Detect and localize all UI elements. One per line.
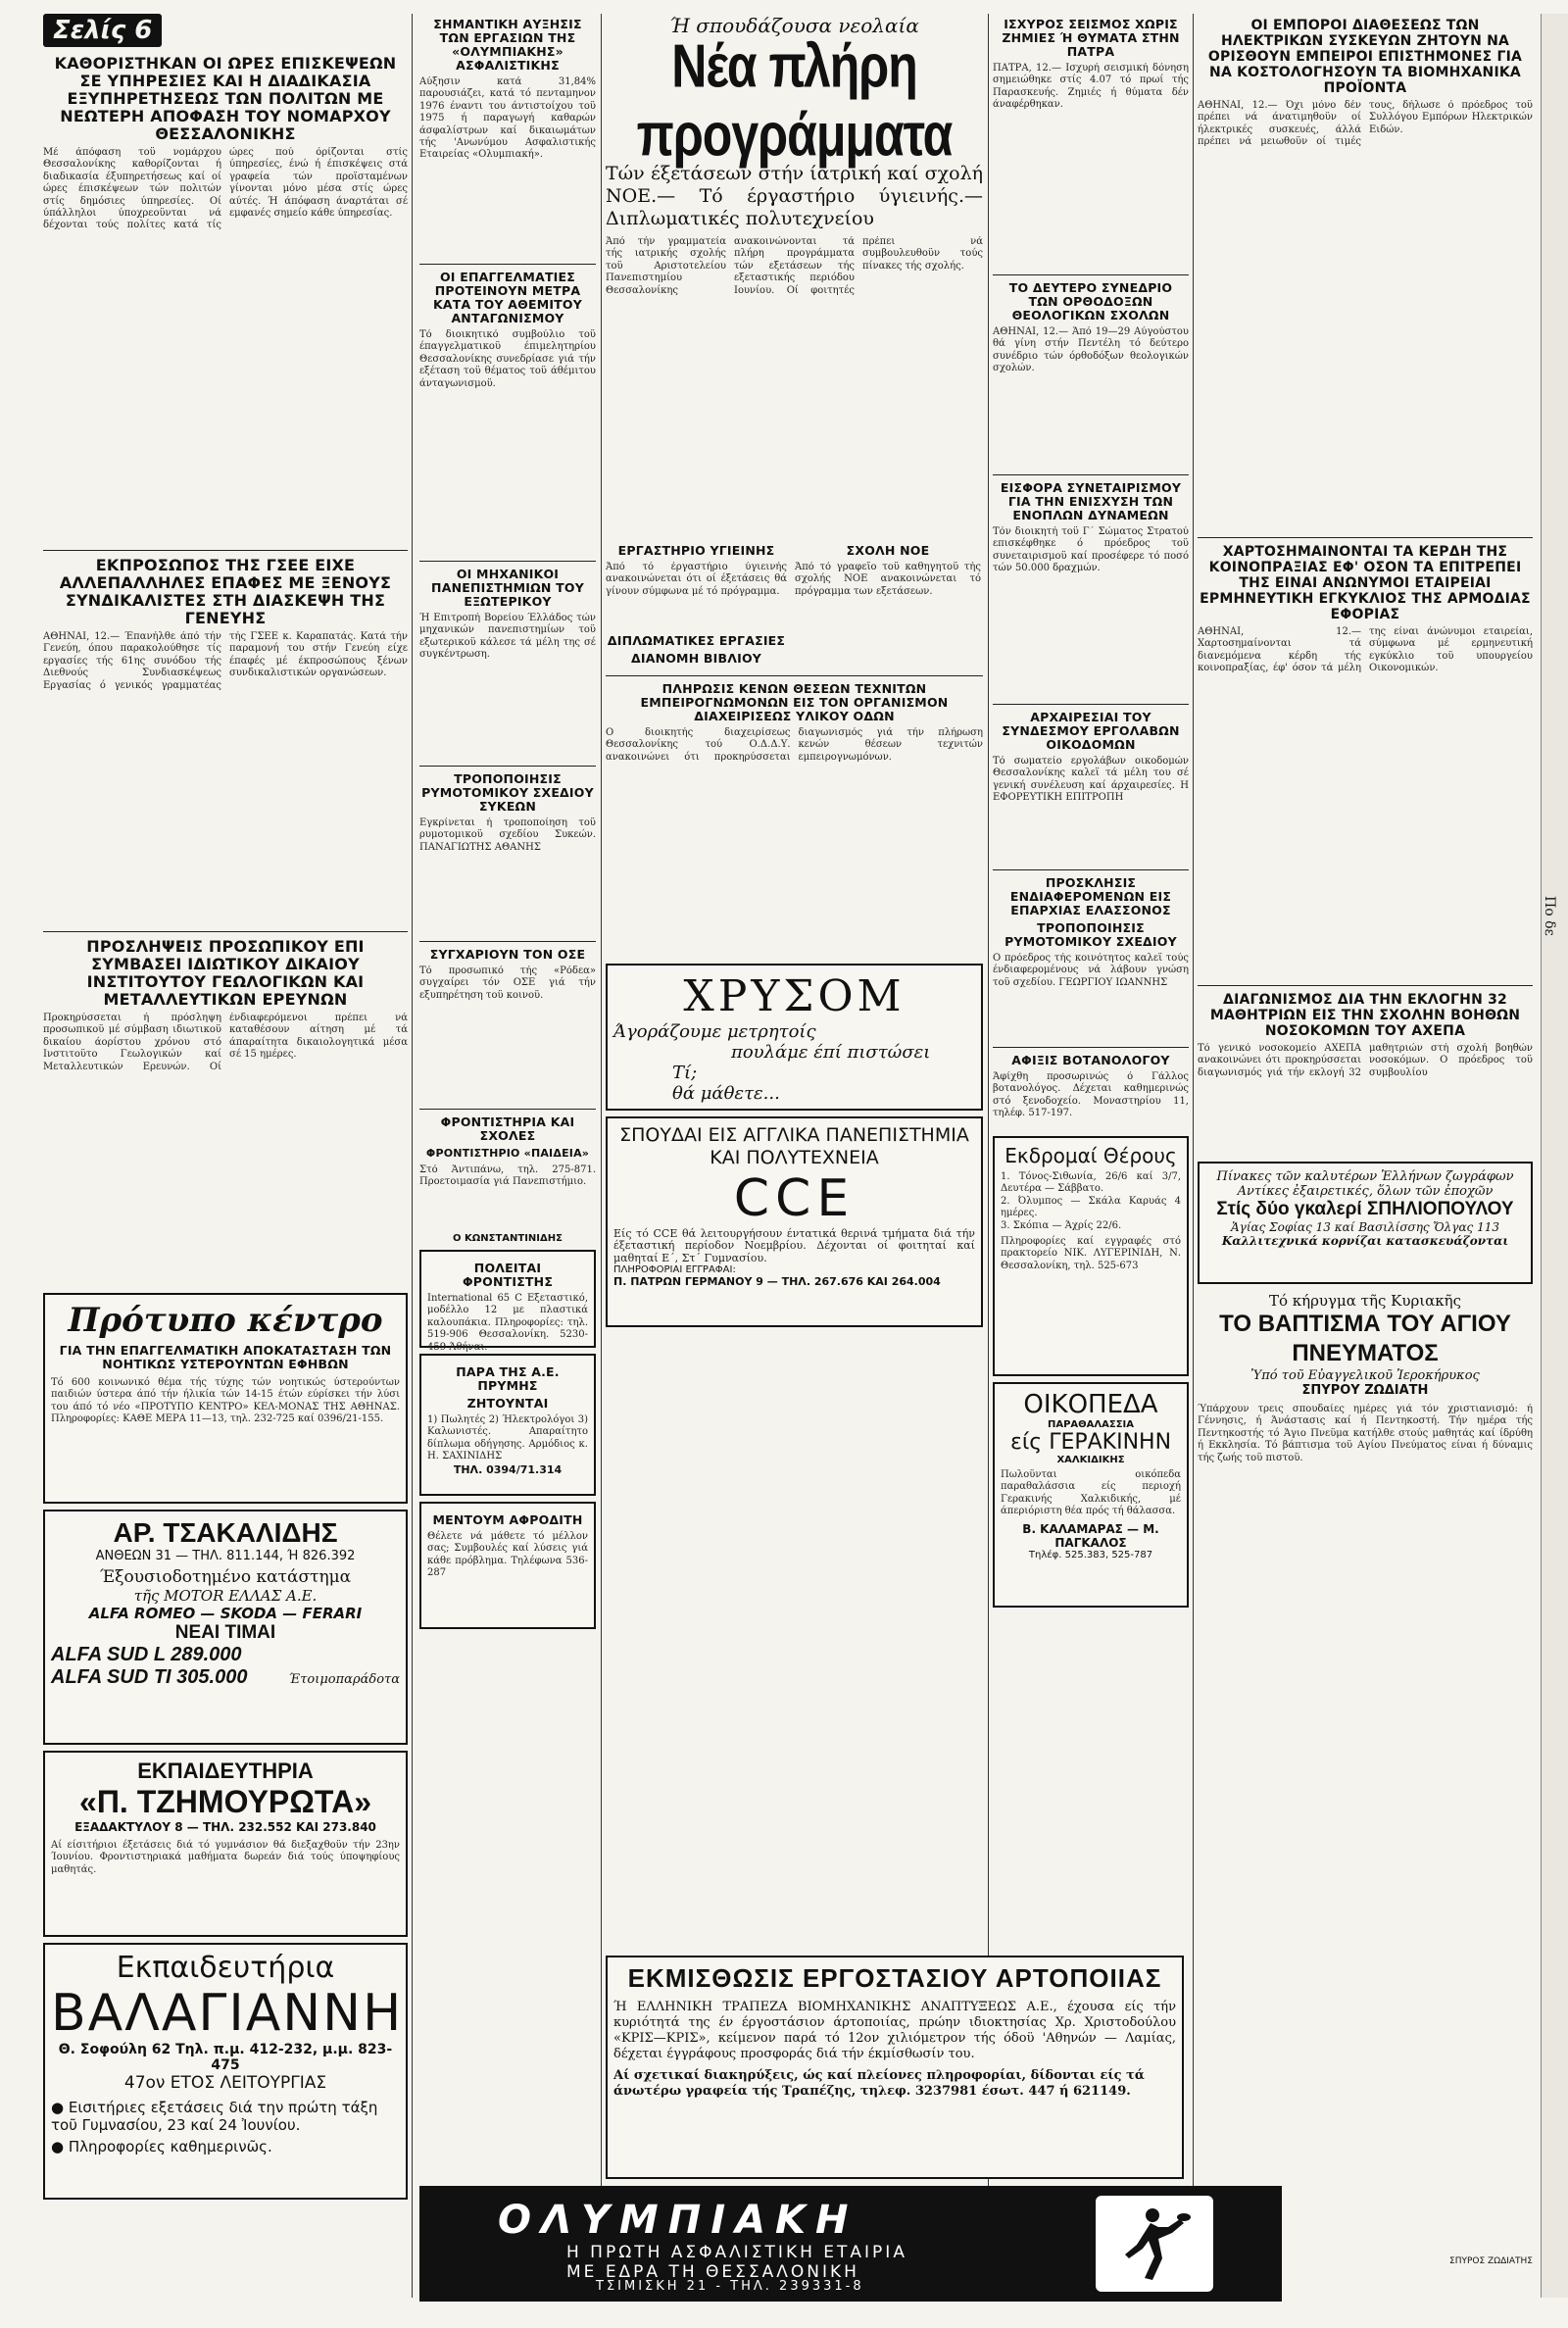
ad-name: ΒΑΛΑΓΙΑΝΝΗ: [51, 1984, 404, 2043]
article-headline: ΕΙΣΦΟΡΑ ΣΥΝΕΤΑΙΡΙΣΜΟΥ ΓΙΑ ΤΗΝ ΕΝΙΣΧΥΣΗ ΤΩΝ ΕΝΟΠΛΩΝ ΔΥΝΑΜΕΩΝ: [1000, 480, 1182, 522]
article-body: Άπό τήν γραμματεία τής ιατρικής σχολής τοϋ Αριστοτελείου Πανεπιστημίου Θεσσαλονίκης ανακοινώνονται τά πλήρη προγράμματα τών εξετάσεων τής εξεταστικής περιόδου Ιουνίου. Οί φοιτητές πρέπει νά συμβουλευθοϋν τούς πίνακες τής σχολής.: [606, 236, 983, 296]
ad-line: Άγοράζουμε μετρητοίς: [613, 1021, 816, 1042]
ad-line: Έξουσιοδοτημένο κατάστημα: [99, 1567, 352, 1587]
ad-name: Στίς δύο γκαλερί ΣΠΗΛΙΟΠΟΥΛΟΥ: [1216, 1199, 1514, 1219]
ad-headline: Εκδρομαί Θέρους: [1004, 1144, 1177, 1167]
article-body: Άφίχθη προσωρινώς ό Γάλλος βοτανολόγος. Δέχεται καθημερινώς στό ξενοδοχείο. Μοναστηρίου 11, τηλέφ. 517-197.: [993, 1071, 1189, 1119]
ad-brands: ALFA ROMEO — SKODA — FERARI: [88, 1605, 363, 1622]
main-headline: Νέα πλήρη προγράμματα: [636, 31, 953, 169]
article-headline: ΟΙ ΕΜΠΟΡΟΙ ΔΙΑΘΕΣΕΩΣ ΤΩΝ ΗΛΕΚΤΡΙΚΩΝ ΣΥΣΚΕΥΩΝ ΖΗΤΟΥΝ ΝΑ ΟΡΙΣΘΟΥΝ ΕΜΠΕΙΡΟΙ ΕΠΙΣΤΗΜΟΝΕΣ ΓΙΑ ΝΑ ΚΟΣΤΟΛΟΓΗΣΟΥΝ ΤΑ ΒΙΟΜΗΧΑΝΙΚΑ ΠΡΟΪΟΝΤΑ: [1207, 18, 1523, 96]
ad-name: ΧΡΥΣΟΜ: [683, 971, 906, 1021]
column-3: [606, 14, 983, 1333]
article-headline: ΣΧΟΛΗ ΝΟΕ: [846, 543, 930, 558]
ad-tsakalidis: [43, 1510, 408, 1745]
ad-bullet-text: Πληροφορίες καθημερινῶς.: [68, 2138, 272, 2155]
article-headline: ΣΥΓΧΑΡΙΟΥΝ ΤΟΝ ΟΣΕ: [429, 947, 586, 962]
ad-tagline-line: ΜΕ ΕΔΡΑ ΤΗ ΘΕΣΣΑΛΟΝΙΚΗ: [566, 2262, 859, 2282]
ad-kicker: Εκπαιδευτήρια: [116, 1951, 335, 1985]
ad-olympiaki-banner: [419, 2186, 1282, 2302]
article-body: ΠΑΤΡΑ, 12.— Ισχυρή σεισμική δόνηση σημειώθηκε στίς 4.07 τό πρωί τής Παρασκευής. Ζημιές ή θύματα δέν άναφέρθηκαν.: [993, 63, 1189, 111]
ad-note: Αί σχετικαί διακηρύξεις, ώς καί πλείονες πληροφορίαι, δίδονται είς τά άνωτέρω γραφεία τής Τραπέζης, τηλεφ. 3237981 έσωτ. 447 ή 621149.: [613, 2068, 1145, 2099]
ad-headline: ΠΑΡΑ ΤΗΣ Α.Ε. ΠΡΥΜΗΣ: [456, 1364, 560, 1393]
article-headline: ΔΙΑΝΟΜΗ ΒΙΒΛΙΟΥ: [630, 651, 762, 666]
article-headline: ΑΡΧΑΙΡΕΣΙΑΙ ΤΟΥ ΣΥΝΔΕΣΜΟΥ ΕΡΓΟΛΑΒΩΝ ΟΙΚΟΔΟΜΩΝ: [1002, 710, 1180, 752]
article-body: Άπό τό γραφεϊο τοϋ καθηγητοϋ τής σχολής ΝΟΕ ανακοινώνεται τό πρόγραμμα των εξετάσεων.: [795, 562, 981, 597]
ad-headline: ΕΚΜΙΣΘΩΣΙΣ ΕΡΓΟΣΤΑΣΙΟΥ ΑΡΤΟΠΟΙΙΑΣ: [627, 1963, 1162, 1993]
article-headline: ΠΛΗΡΩΣΙΣ ΚΕΝΩΝ ΘΕΣΕΩΝ ΤΕΧΝΙΤΩΝ ΕΜΠΕΙΡΟΓΝΩΜΟΝΩΝ ΕΙΣ ΤΟΝ ΟΡΓΑΝΙΣΜΟΝ ΔΙΑΧΕΙΡΙΣΕΩΣ ΥΛΙΚΟΥ ΟΔΩΝ: [640, 681, 949, 723]
ad-headline: ΟΙΚΟΠΕΔΑ: [1023, 1390, 1158, 1419]
article-body: Μέ άπόφαση τοϋ νομάρχου Θεσσαλονίκης καθορίζονται ή διαδικασία έξυπηρετήσεως καί οί ώρες έπισκέψεων τών πολιτών στίς δημόσιες ύπηρεσίες. Οί ύπάλληλοι ύποχρεοϋνται νά δέχονται τούς πολίτες κατά τίς ώρες πού όρίζονται στίς ύπηρεσίες, ένώ ή έπισκέψεις στά γραφεία τών προϊσταμένων γίνονται μόνο μέσα στίς ώρες αύτές. Ή άπόφαση άναρτάται σέ εμφανές σημείο κάθε ύπηρεσίας.: [43, 147, 408, 231]
ad-address: Π. ΠΑΤΡΩΝ ΓΕΡΜΑΝΟΥ 9 — ΤΗΛ. 267.676 ΚΑΙ 264.004: [613, 1275, 941, 1289]
ad-body: Τό 600 κοινωνικό θέμα τής τύχης τών νοητικώς ύστερούντων παιδιών ύστερα άπό τήν ήλικία τών 14-15 έτών εύρίσκει τήν λύσι του άπό τό νέο «ΠΡΟΤΥΠΟ ΚΕΝΤΡΟ» ΚΕΛ-ΜΟΝΑΣ ΤΗΣ ΑΘΗΝΑΣ. Πληροφορίες: ΚΑΘΕ ΜΕΡΑ 11—13, τηλ. 232-725 καί 0396/21-155.: [51, 1377, 400, 1425]
discus-thrower-icon: [1115, 2205, 1194, 2282]
ad-name: ΑΡ. ΤΣΑΚΑΛΙΔΗΣ: [113, 1517, 338, 1548]
column-1: [43, 14, 408, 2205]
adjacent-page-edge: [1541, 14, 1568, 2298]
ad-prymis: [419, 1354, 596, 1496]
ad-address: Θ. Σοφούλη 62 Τηλ. π.μ. 412-232, μ.μ. 823-475: [58, 2042, 393, 2073]
ad-logo: CCE: [733, 1169, 856, 1228]
ad-chrysom: [606, 964, 983, 1111]
ad-phone: ΤΗΛ. 0394/71.314: [453, 1462, 563, 1476]
ad-line: θά μάθετε...: [672, 1083, 780, 1104]
column-rule: [412, 14, 413, 2298]
kicker: Ή σπουδάζουσα νεολαία: [669, 14, 919, 37]
ad-body: Θέλετε νά μάθετε τό μέλλον σας; Συμβουλές καί λύσεις γιά κάθε πρόβλημα. Τηλέφωνα 536-287: [427, 1531, 588, 1579]
ad-phone: Τηλέφ. 525.383, 525-787: [1028, 1549, 1153, 1560]
ad-title: Πρότυπο κέντρο: [68, 1301, 383, 1340]
ad-bakery-lease: [606, 1956, 1184, 2179]
ad-tagline-line: Η ΠΡΩΤΗ ΑΣΦΑΛΙΣΤΙΚΗ ΕΤΑΙΡΙΑ: [566, 2243, 907, 2262]
ad-region: ΧΑΛΚΙΔΙΚΗΣ: [1056, 1455, 1125, 1465]
article-body: ΑΘΗΝΑΙ, 12.— Όχι μόνο δέν πρέπει νά άνατιμηθοϋν οί ήλεκτρικές συσκευές, άλλά πρέπει νά μειωθοϋν οί τιμές τους, δήλωσε ό πρόεδρος τοϋ Συλλόγου Εμπόρων Ηλεκτρικών Ειδών.: [1198, 100, 1533, 148]
column-5: [1198, 14, 1533, 2266]
ad-headline: ΣΠΟΥΔΑΙ ΕΙΣ ΑΓΓΛΙΚΑ ΠΑΝΕΠΙΣΤΗΜΙΑ ΚΑΙ ΠΟΛΥΤΕΧΝΕΙΑ: [619, 1124, 969, 1168]
ad-line: πουλάμε έπί πιστώσει: [731, 1042, 931, 1063]
ad-note: Πληροφορίες καί εγγραφές στό πρακτορείο ΝΙΚ. ΛΥΓΕΡΙΝΙΔΗ, Ν. Θεσσαλονίκη, τηλ. 525-673: [1001, 1236, 1181, 1271]
ad-note: Καλλιτεχνικά κορνίζαι κατασκευάζονται: [1221, 1234, 1509, 1248]
ad-subtitle: ΓΙΑ ΤΗΝ ΕΠΑΓΓΕΛΜΑΤΙΚΗ ΑΠΟΚΑΤΑΣΤΑΣΗ ΤΩΝ ΝΟΗΤΙΚΩΣ ΥΣΤΕΡΟΥΝΤΩΝ ΕΦΗΒΩΝ: [59, 1343, 392, 1371]
column-4: [993, 14, 1189, 1613]
article-headline: ΤΡΟΠΟΠΟΙΗΣΙΣ ΡΥΜΟΤΟΜΙΚΟΥ ΣΧΕΔΙΟΥ: [1004, 920, 1177, 949]
section-logo: Σελίς 6: [43, 14, 162, 47]
ad-mentoum: [419, 1502, 596, 1629]
ad-names: Β. ΚΑΛΑΜΑΡΑΣ — Μ. ΠΑΓΚΑΛΟΣ: [1022, 1521, 1159, 1550]
ad-body: Είς τό CCE θά λειτουργήσουν έντατικά θερινά τμήματα διά τήν έξεταστική περίοδον Νοεμβρίου. Δέχονται οί φοιτηταί καί μαθηταί Ε΄, Στ΄ Γυμνασίου.: [613, 1227, 975, 1264]
ad-bullet: ● Εισιτήριες εξετάσεις διά την πρώτη τάξη τοῦ Γυμνασίου, 23 καί 24 Ἰουνίου.: [51, 2099, 378, 2134]
ad-line: Πίνακες τῶν καλυτέρων Ἑλλήνων ζωγράφων: [1216, 1169, 1514, 1184]
article-headline: ΣΗΜΑΝΤΙΚΗ ΑΥΞΗΣΙΣ ΤΩΝ ΕΡΓΑΣΙΩΝ ΤΗΣ «ΟΛΥΜΠΙΑΚΗΣ» ΑΣΦΑΛΙΣΤΙΚΗΣ: [433, 17, 582, 73]
article-headline: ΟΙ ΜΗΧΑΝΙΚΟΙ ΠΑΝΕΠΙΣΤΗΜΙΩΝ ΤΟΥ ΕΞΩΤΕΡΙΚΟΥ: [431, 567, 584, 609]
ad-bullet: ● Πληροφορίες καθημερινῶς.: [51, 2138, 272, 2155]
ad-kicker: ΕΚΠΑΙΔΕΥΤΗΡΙΑ: [137, 1758, 314, 1783]
sermon-kicker: Τό κήρυγμα τῆς Κυριακῆς: [1268, 1292, 1462, 1310]
ad-name: ΟΛΥΜΠΙΑΚΗ: [498, 2198, 858, 2243]
signature: Ο ΚΩΝΣΤΑΝΤΙΝΙΔΗΣ: [453, 1233, 563, 1244]
ad-prices-label: ΝΕΑΙ ΤΙΜΑΙ: [174, 1622, 276, 1643]
ad-note: Έτοιμοπαράδοτα: [288, 1672, 400, 1687]
sermon-body: Ύπάρχουν τρεις σπουδαίες ημέρες γιά τόν χριστιανισμό: ή Γέννησις, ή Άνάστασις καί ή Πεντηκοστή. Τήν ημέρα τής Πεντηκοστής τό Άγιο Πνεϋμα κατήλθε στούς μαθητάς καί ίδρύθη ή Εκκλησία. Τό βάπτισμα τοϋ Αγίου Πνεύματος είναι ή δύναμις τής ζωής τοϋ πιστοϋ.: [1198, 1404, 1533, 1463]
ad-excursions: [993, 1136, 1189, 1376]
column-rule: [1193, 14, 1194, 2298]
column-rule: [601, 14, 602, 2298]
article-body: Τό γενικό νοσοκομείο ΑΧΕΠΑ ανακοινώνει ότι προκηρύσσεται διαγωνισμός γιά τήν εκλογή 32 μαθητριών στή σχολή βοηθών νοσοκόμων. Ο πρόεδρος τοϋ συμβουλίου: [1198, 1043, 1533, 1078]
ad-subheadline: ΖΗΤΟΥΝΤΑΙ: [466, 1396, 549, 1411]
sermon-author: ΣΠΥΡΟΥ ΖΩΔΙΑΤΗ: [1301, 1383, 1429, 1398]
ad-body: 1) Πωλητές 2) Ήλεκτρολόγοι 3) Καλωνιστές. Απαραίτητο δίπλωμα οδήγησης. Αρμόδιος κ. Η. ΣΑΧΙΝΙΔΗΣ: [427, 1414, 588, 1462]
article-body: Άπό τό έργαστήριο ύγιεινής ανακοινώνεται ότι οί έξετάσεις θά γίνουν σύμφωνα μέ τό πρόγραμμα.: [606, 562, 787, 597]
sermon-headline: ΤΟ ΒΑΠΤΙΣΜΑ ΤΟΥ ΑΓΙΟΥ ΠΝΕΥΜΑΤΟΣ: [1219, 1311, 1511, 1366]
ad-year: 47ον ΕΤΟΣ ΛΕΙΤΟΥΡΓΙΑΣ: [123, 2073, 327, 2093]
ad-headline: ΜΕΝΤΟΥΜ ΑΦΡΟΔΙΤΗ: [432, 1512, 583, 1527]
article-body: Προκηρύσσεται ή πρόσληψη προσωπικοϋ μέ σύμβαση ιδιωτικοϋ δικαίου άορίστου χρόνου στό Ινστιτοϋτο Γεωλογικών καί Μεταλλευτικών Ερευνών. Οί ένδιαφερόμενοι πρέπει νά καταθέσουν αίτηση μέ τά άπαραίτητα δικαιολογητικά μέσα σέ 15 ημέρες.: [43, 1013, 408, 1072]
ad-spiliopoulou-gallery: [1198, 1162, 1533, 1284]
article-headline: ΠΡΟΣΚΛΗΣΙΣ ΕΝΔΙΑΦΕΡΟΜΕΝΩΝ ΕΙΣ ΕΠΑΡΧΙΑΣ ΕΛΑΣΣΟΝΟΣ: [1009, 875, 1172, 917]
article-body: ΑΘΗΝΑΙ, 12.— Άπό 19—29 Αύγούστου θά γίνη στήν Πεντέλη τό δεύτερο συνέδριο τών όρθοδόξων θεολογικών σχολών.: [993, 326, 1189, 374]
ad-tagline: [566, 2243, 907, 2282]
article-body: ΑΘΗΝΑΙ, 12.— Έπανήλθε άπό τήν Γενεύη, όπου παρακολούθησε τίς εργασίες τής 61ης συνόδου τής Διεθνούς Συνδιασκέψεως Εργασίας ό γενικός γραμματέας τής ΓΣΕΕ κ. Καραπατάς. Κατά τήν παραμονή του στήν Γενεύη είχε έπαφές μέ έκπροσώπους ξένων συνδικαλιστικών οργανώσεων.: [43, 631, 408, 691]
ad-body: Ή ΕΛΛΗΝΙΚΗ ΤΡΑΠΕΖΑ ΒΙΟΜΗΧΑΝΙΚΗΣ ΑΝΑΠΤΥΞΕΩΣ Α.Ε., έχουσα είς τήν κυριότητά της έν έργοστάσιον άρτοποιίας, πρώην ιδιοκτησίας Χρ. Χριστοδούλου «ΚΡΙΣ—ΚΡΙΣ», κείμενον παρά τό 12ον χιλιόμετρον τής όδοϋ 'Αθηνών — Λαμίας, δέχεται έγγράφους προσφοράς διά τήν έκμίσθωσίν του.: [613, 2000, 1176, 2061]
article-headline: ΚΑΘΟΡΙΣΤΗΚΑΝ ΟΙ ΩΡΕΣ ΕΠΙΣΚΕΨΕΩΝ ΣΕ ΥΠΗΡΕΣΙΕΣ ΚΑΙ Η ΔΙΑΔΙΚΑΣΙΑ ΕΞΥΠΗΡΕΤΗΣΕΩΣ ΤΩΝ ΠΟΛΙΤΩΝ ΜΕ ΝΕΩΤΕΡΗ ΑΠΟΦΑΣΗ ΤΟΥ ΝΟΜΑΡΧΟΥ ΘΕΣΣΑΛΟΝΙΚΗΣ: [54, 54, 397, 143]
ad-price: ALFA SUD L 289.000: [51, 1644, 242, 1665]
article-body: Εγκρίνεται ή τροποποίηση τοϋ ρυμοτομικοϋ σχεδίου Συκεών. ΠΑΝΑΓΙΩΤΗΣ ΑΘΑΝΗΣ: [419, 817, 596, 853]
ad-address: ΤΣΙΜΙΣΚΗ 21 - ΤΗΛ. 239331-8: [596, 2279, 864, 2294]
deck: Τών έξετάσεων στήν ίατρική καί σχολή ΝΟΕ.— Τό έργαστήριο ύγιεινής.— Διπλωματικές πολυτεχνείου: [606, 163, 983, 229]
ad-line: Τί;: [672, 1063, 698, 1083]
column-2: [419, 14, 596, 1635]
ad-price: ALFA SUD TI 305.000: [51, 1666, 248, 1688]
signature: ΣΠΥΡΟΣ ΖΩΔΙΑΤΗΣ: [1449, 2256, 1533, 2266]
article-body: Ή Επιτροπή Βορείου Έλλάδος τών μηχανικών πανεπιστημίων τοϋ εξωτερικοϋ κάλεσε τά μέλη της σέ συγκέντρωση.: [419, 613, 596, 661]
ad-line: τῆς MOTOR ΕΛΛΑΣ Α.Ε.: [133, 1587, 318, 1605]
article-headline: ΦΡΟΝΤΙΣΤΗΡΙΟ «ΠΑΙΔΕΙΑ»: [425, 1147, 590, 1160]
article-headline: ΟΙ ΕΠΑΓΓΕΛΜΑΤΙΕΣ ΠΡΟΤΕΙΝΟΥΝ ΜΕΤΡΑ ΚΑΤΑ ΤΟΥ ΑΘΕΜΙΤΟΥ ΑΝΤΑΓΩΝΙΣΜΟΥ: [432, 270, 582, 325]
article-headline: ΤΡΟΠΟΠΟΙΗΣΙΣ ΡΥΜΟΤΟΜΙΚΟΥ ΣΧΕΔΙΟΥ ΣΥΚΕΩΝ: [421, 771, 594, 814]
ad-address: Ἁγίας Σοφίας 13 καί Βασιλίσσης Ὄλγας 113: [1230, 1220, 1499, 1234]
article-headline: ΕΚΠΡΟΣΩΠΟΣ ΤΗΣ ΓΣΕΕ ΕΙΧΕ ΑΛΛΕΠΑΛΛΗΛΕΣ ΕΠΑΦΕΣ ΜΕ ΞΕΝΟΥΣ ΣΥΝΔΙΚΑΛΙΣΤΕΣ ΣΤΗ ΔΙΑΣΚΕΨΗ ΤΗΣ ΓΕΝΕΥΗΣ: [59, 556, 392, 627]
article-headline: ΔΙΠΛΩΜΑΤΙΚΕΣ ΕΡΓΑΣΙΕΣ: [607, 633, 786, 648]
ad-sub: ΠΑΡΑΘΑΛΑΣΣΙΑ: [1047, 1419, 1135, 1430]
ad-place: είς ΓΕΡΑΚΙΝΗΝ: [1009, 1430, 1172, 1455]
ad-bullet-text: Εισιτήριες εξετάσεις διά την πρώτη τάξη τοῦ Γυμνασίου, 23 καί 24 Ἰουνίου.: [51, 2099, 378, 2134]
ad-tzimourota: [43, 1751, 408, 1937]
article-body: Ο διοικητής διαχειρίσεως Θεσσαλονίκης τού Ο.Δ.Δ.Υ. ανακοινώνει ότι προκηρύσσεται διαγωνισμός γιά τήν πλήρωση κενών θέσεων τεχνιτών εμπειρογνωμόνων.: [606, 727, 983, 763]
ad-protypo-kentro: [43, 1293, 408, 1504]
article-headline: ΔΙΑΓΩΝΙΣΜΟΣ ΔΙΑ ΤΗΝ ΕΚΛΟΓΗΝ 32 ΜΑΘΗΤΡΙΩΝ ΕΙΣ ΤΗΝ ΣΧΟΛΗΝ ΒΟΗΘΩΝ ΝΟΣΟΚΟΜΩΝ ΤΟΥ ΑΧΕΠΑ: [1209, 992, 1521, 1039]
ad-item: 3. Σκόπια — Άχρίς 22/6.: [1001, 1219, 1122, 1231]
ad-valagianni: [43, 1943, 408, 2200]
ad-body: Αί είσιτήριοι έξετάσεις διά τό γυμνάσιον θά διεξαχθοϋν τήν 23ην Ίουνίου. Φροντιστηριακά μαθήματα δωρεάν διά τούς ύποψηφίους μαθητάς.: [51, 1840, 400, 1875]
article-headline: ΙΣΧΥΡΟΣ ΣΕΙΣΜΟΣ ΧΩΡΙΣ ΖΗΜΙΕΣ Ή ΘΥΜΑΤΑ ΣΤΗΝ ΠΑΤΡΑ: [1002, 17, 1180, 59]
article-headline: ΕΡΓΑΣΤΗΡΙΟ ΥΓΙΕΙΝΗΣ: [617, 543, 775, 558]
article-body: Στό Άντιπάνω, τηλ. 275-871. Προετοιμασία γιά Πανεπιστήμιο.: [419, 1164, 596, 1188]
ad-item: 1. Τόνος-Σιθωνία, 26/6 καί 3/7, Δευτέρα — Σάββατο.: [1001, 1171, 1181, 1195]
ad-body: International 65 C Εξεταστικό, μοδέλλο 12 με πλαστικά καλουπάκια. Πληροφορίες: τηλ. 519-906 Θεσσαλονίκη. 5230-459 Άθήναι.: [427, 1293, 588, 1353]
ad-fronistis: [419, 1250, 596, 1353]
ad-name: «Π. ΤΖΗΜΟΥΡΩΤΑ»: [79, 1784, 371, 1819]
edge-text: Πο δε: [1542, 896, 1557, 936]
ad-address: ΕΞΑΔΑΚΤΥΛΟΥ 8 — ΤΗΛ. 232.552 ΚΑΙ 273.840: [74, 1820, 376, 1834]
ad-cce: [606, 1116, 983, 1327]
sermon-byline: Ὑπό τοῦ Εὐαγγελικοῦ Ἱεροκήρυκος: [1250, 1368, 1480, 1383]
ad-headline: ΠΟΛΕΙΤΑΙ ΦΡΟΝΤΙΣΤΗΣ: [462, 1261, 554, 1289]
ad-line: Αντίκες ἐξαιρετικές, ὅλων τῶν ἐποχῶν: [1237, 1184, 1494, 1199]
ad-item: 2. Όλυμπος — Σκάλα Καρυάς 4 ημέρες.: [1001, 1195, 1181, 1219]
ad-body: Πωλοϋνται οικόπεδα παραθαλάσσια είς περιοχή Γερακινής Χαλκιδικής, μέ άπεριόριστη θέα πρός τή θάλασσα.: [1001, 1469, 1181, 1517]
article-body: Τό προσωπικό τής «Ρόδεα» συγχαίρει τόν ΟΣΕ γιά τήν εξυπηρέτηση τοϋ κοινοϋ.: [419, 966, 596, 1001]
article-headline: ΑΦΙΞΙΣ ΒΟΤΑΝΟΛΟΓΟΥ: [1011, 1053, 1170, 1067]
article-headline: ΧΑΡΤΟΣΗΜΑΙΝΟΝΤΑΙ ΤΑ ΚΕΡΔΗ ΤΗΣ ΚΟΙΝΟΠΡΑΞΙΑΣ ΕΦ' ΟΣΟΝ ΤΑ ΕΠΙΤΡΕΠΕΙ ΤΗΣ ΕΙΝΑΙ ΑΝΩΝΥΜΟΙ ΕΤΑΙΡΕΙΑΙ ΕΡΜΗΝΕΥΤΙΚΗ ΕΓΚΥΚΛΙΟΣ ΤΗΣ ΑΡΜΟΔΙΑΣ ΕΦΟΡΙΑΣ: [1200, 544, 1531, 622]
ad-info: ΠΛΗΡΟΦΟΡΙΑΙ ΕΓΓΡΑΦΑΙ:: [613, 1264, 736, 1276]
article-body: Ο πρόεδρος τής κοινότητος καλεϊ τούς ένδιαφερομένους νά λάβουν γνώση τοϋ σχεδίου. ΓΕΩΡΓΙΟΥ ΙΩΑΝΝΗΣ: [993, 953, 1189, 988]
ad-oikopeda: [993, 1382, 1189, 1608]
article-headline: ΠΡΟΣΛΗΨΕΙΣ ΠΡΟΣΩΠΙΚΟΥ ΕΠΙ ΣΥΜΒΑΣΕΙ ΙΔΙΩΤΙΚΟΥ ΔΙΚΑΙΟΥ ΙΝΣΤΙΤΟΥΤΟΥ ΓΕΩΛΟΓΙΚΩΝ ΚΑΙ ΜΕΤΑΛΛΕΥΤΙΚΩΝ ΕΡΕΥΝΩΝ: [86, 937, 365, 1009]
discus-thrower-emblem: [1096, 2196, 1213, 2292]
article-body: Αύξησιν κατά 31,84% παρουσιάζει, κατά τό πενταμηνον 1976 έναντι του άντιστοίχου τοϋ 1975 ή παραγωγή καθαρών άσφαλίστρων καί δικαιωμάτων τής 'Ανωνύμου Ασφαλιστικής Εταιρείας «Ολυμπιακή».: [419, 76, 596, 161]
section-headline: ΦΡΟΝΤΙΣΤΗΡΙΑ ΚΑΙ ΣΧΟΛΕΣ: [440, 1114, 575, 1143]
article-body: Τόν διοικητή τοϋ Γ΄ Σώματος Στρατού επισκέφθηκε ό πρόεδρος τοϋ συνεταιρισμοϋ καί προσέφερε τό ποσό τών 50.000 δραχμών.: [993, 526, 1189, 574]
ad-address: ΑΝΘΕΩΝ 31 — ΤΗΛ. 811.144, Ή 826.392: [95, 1549, 356, 1563]
article-body: ΑΘΗΝΑΙ, 12.— Χαρτοσημαίνονται τά διανεμόμενα κέρδη τής κοινοπραξίας, έφ' όσον τά μέλη της είναι άνώνυμοι εταιρείαι, σύμφωνα μέ ερμηνευτική εγκύκλιο τοϋ υπουργείου Οικονομικών.: [1198, 626, 1533, 674]
article-body: Τό σωματείο εργολάβων οικοδομών Θεσσαλονίκης καλεϊ τά μέλη του σέ γενική συνέλευση καί άρχαιρεσίες. Η ΕΦΟΡΕΥΤΙΚΗ ΕΠΙΤΡΟΠΗ: [993, 756, 1189, 804]
article-body: Τό διοικητικό συμβούλιο τοϋ έπαγγελματικοϋ έπιμελητηρίου Θεσσαλονίκης συνεδρίασε γιά τήν εξέταση τοϋ θέματος τοϋ άθέμιτου άνταγωνισμοϋ.: [419, 329, 596, 389]
article-headline: ΤΟ ΔΕΥΤΕΡΟ ΣΥΝΕΔΡΙΟ ΤΩΝ ΟΡΘΟΔΟΞΩΝ ΘΕΟΛΟΓΙΚΩΝ ΣΧΟΛΩΝ: [1008, 280, 1173, 322]
